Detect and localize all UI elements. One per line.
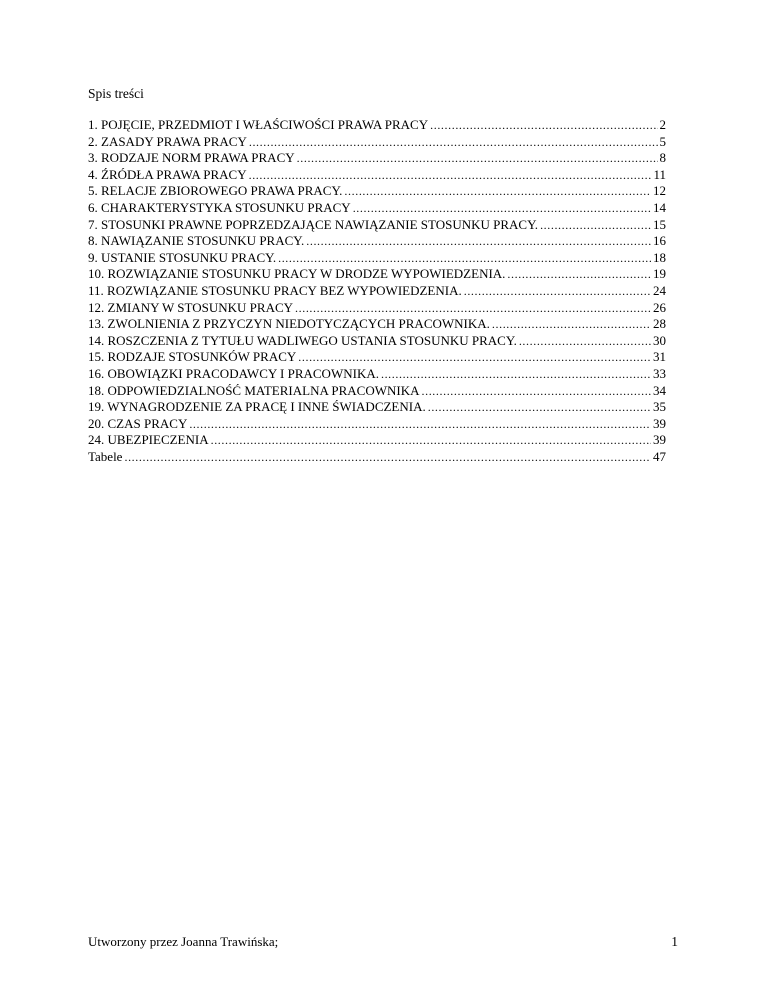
toc-entry-page: 16 [653, 233, 666, 249]
toc-entry-page: 34 [653, 382, 666, 398]
toc-entry-page: 24 [653, 282, 666, 298]
toc-entry-page: 39 [653, 432, 666, 448]
toc-entry-title: 11. ROZWIĄZANIE STOSUNKU PRACY BEZ WYPOWIEDZENIA. [88, 282, 462, 298]
toc-leader-dots [430, 117, 657, 134]
toc-leader-dots [507, 266, 651, 283]
toc-entry[interactable] [88, 449, 666, 466]
toc-entry-page: 5 [659, 133, 666, 149]
toc-entry-title: 10. ROZWIĄZANIE STOSUNKU PRACY W DRODZE WYPOWIEDZENIA. [88, 266, 506, 282]
toc-entry[interactable] [88, 266, 666, 283]
toc-leader-dots [189, 416, 651, 433]
toc-entry[interactable] [88, 150, 666, 167]
toc-leader-dots [297, 150, 658, 167]
toc-entry[interactable] [88, 250, 666, 267]
toc-leader-dots [519, 333, 651, 350]
toc-entry-title: 24. UBEZPIECZENIA [88, 432, 209, 448]
toc-leader-dots [428, 399, 651, 416]
toc-leader-dots [298, 349, 651, 366]
toc-entry[interactable] [88, 416, 666, 433]
toc-entry-title: 14. ROSZCZENIA Z TYTUŁU WADLIWEGO USTANIA STOSUNKU PRACY. [88, 332, 517, 348]
toc-entry[interactable] [88, 117, 666, 134]
toc-leader-dots [211, 432, 651, 449]
toc-heading: Spis treści [88, 86, 144, 101]
toc-entry[interactable] [88, 233, 666, 250]
toc-entry-title: 13. ZWOLNIENIA Z PRZYCZYN NIEDOTYCZĄCYCH PRACOWNIKA. [88, 316, 490, 332]
toc-entry[interactable] [88, 383, 666, 400]
toc-entry[interactable] [88, 316, 666, 333]
toc-leader-dots [464, 283, 651, 300]
toc-leader-dots [249, 167, 652, 184]
toc-leader-dots [278, 250, 651, 267]
toc-entry-title: 18. ODPOWIEDZIALNOŚĆ MATERIALNA PRACOWNIKA [88, 382, 420, 398]
toc-leader-dots [306, 233, 651, 250]
toc-entry-title: 3. RODZAJE NORM PRAWA PRACY [88, 150, 295, 166]
toc-entry-title: 20. CZAS PRACY [88, 415, 188, 431]
toc-leader-dots [492, 316, 651, 333]
toc-entry[interactable] [88, 366, 666, 383]
toc-entry-page: 2 [659, 117, 666, 132]
toc-entry-title: 1. POJĘCIE, PRZEDMIOT I WŁAŚCIWOŚCI PRAWA PRACY [88, 117, 429, 132]
toc-entry-title: 8. NAWIĄZANIE STOSUNKU PRACY. [88, 233, 305, 249]
toc-entry[interactable] [88, 432, 666, 449]
toc-entry-page: 47 [653, 448, 666, 464]
toc-list [88, 117, 666, 465]
toc-entry-title: Tabele [88, 448, 123, 464]
toc-entry-page: 11 [653, 166, 666, 182]
toc-leader-dots [353, 200, 651, 217]
toc-entry-page: 14 [653, 199, 666, 215]
toc-entry-title: 6. CHARAKTERYSTYKA STOSUNKU PRACY [88, 199, 351, 215]
toc-entry-page: 39 [653, 415, 666, 431]
toc-entry-page: 35 [653, 399, 666, 415]
toc-entry-page: 33 [653, 365, 666, 381]
toc-leader-dots [422, 383, 652, 400]
toc-entry-title: 4. ŹRÓDŁA PRAWA PRACY [88, 166, 247, 182]
toc-entry[interactable] [88, 399, 666, 416]
toc-entry-page: 15 [653, 216, 666, 232]
toc-entry-title: 5. RELACJE ZBIOROWEGO PRAWA PRACY. [88, 183, 343, 199]
toc-entry-page: 12 [653, 183, 666, 199]
toc-entry[interactable] [88, 200, 666, 217]
toc-entry-title: 9. USTANIE STOSUNKU PRACY. [88, 249, 277, 265]
toc-entry[interactable] [88, 300, 666, 317]
footer-page-number: 1 [671, 934, 678, 949]
toc-entry-title: 7. STOSUNKI PRAWNE POPRZEDZAJĄCE NAWIĄZANIE STOSUNKU PRACY. [88, 216, 539, 232]
toc-entry-page: 26 [653, 299, 666, 315]
toc-entry[interactable] [88, 283, 666, 300]
toc-entry-page: 30 [653, 332, 666, 348]
toc-entry-page: 18 [653, 249, 666, 265]
toc-entry-title: 19. WYNAGRODZENIE ZA PRACĘ I INNE ŚWIADCZENIA. [88, 399, 426, 415]
toc-entry[interactable] [88, 349, 666, 366]
toc-entry-page: 28 [653, 316, 666, 332]
toc-leader-dots [249, 134, 658, 151]
toc-leader-dots [344, 183, 651, 200]
toc-entry[interactable] [88, 333, 666, 350]
footer-author: Utworzony przez Joanna Trawińska; [88, 934, 279, 949]
toc-leader-dots [295, 300, 651, 317]
toc-leader-dots [124, 449, 651, 466]
toc-entry-page: 19 [653, 266, 666, 282]
toc-entry[interactable] [88, 183, 666, 200]
toc-entry[interactable] [88, 134, 666, 151]
toc-entry-title: 15. RODZAJE STOSUNKÓW PRACY [88, 349, 297, 365]
toc-entry-title: 16. OBOWIĄZKI PRACODAWCY I PRACOWNIKA. [88, 365, 379, 381]
toc-leader-dots [540, 217, 651, 234]
toc-entry[interactable] [88, 217, 666, 234]
toc-leader-dots [381, 366, 651, 383]
toc-entry-title: 12. ZMIANY W STOSUNKU PRACY [88, 299, 294, 315]
toc-entry-page: 31 [653, 349, 666, 365]
toc-entry-page: 8 [659, 150, 666, 166]
toc-entry[interactable] [88, 167, 666, 184]
toc-entry-title: 2. ZASADY PRAWA PRACY [88, 133, 247, 149]
